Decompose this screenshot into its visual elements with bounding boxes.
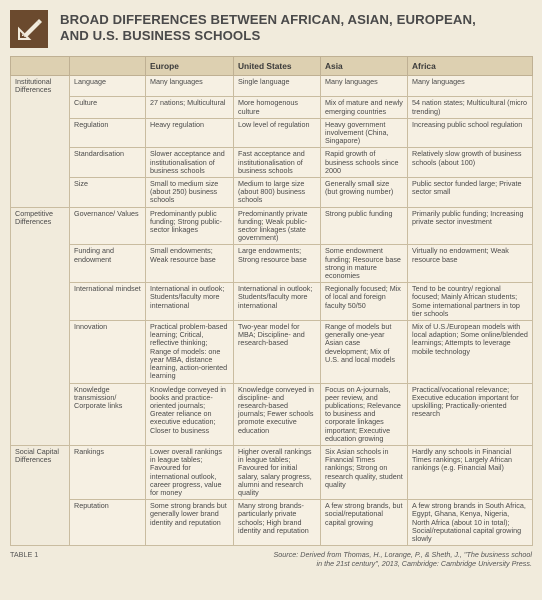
africa-cell: Virtually no endowment; Weak resource base — [408, 245, 533, 283]
group-cell — [11, 97, 70, 118]
title-line-2: AND U.S. BUSINESS SCHOOLS — [60, 28, 261, 43]
aspect-cell: Rankings — [70, 445, 146, 499]
africa-cell: A few strong brands in South Africa, Egypt, Ghana, Kenya, Nigeria, North Africa (about 10 in total); Social/reputational capital growing slowly — [408, 500, 533, 546]
united-states-cell: Fast acceptance and institutionalisation of business schools — [234, 148, 321, 178]
europe-cell: Many languages — [146, 76, 234, 97]
footer — [10, 551, 532, 568]
africa-cell: Relatively slow growth of business schools (about 100) — [408, 148, 533, 178]
africa-cell: Practical/vocational relevance; Executive education important for upskilling; Practically-oriented research — [408, 383, 533, 445]
header — [10, 6, 532, 56]
asia-cell: Mix of mature and newly emerging countries — [321, 97, 408, 118]
united-states-cell: Many strong brands-particularly private schools; High brand identity and reputation — [234, 500, 321, 546]
europe-cell: Knowledge conveyed in books and practice-oriented journals; Greater reliance on executive education; Closer to business — [146, 383, 234, 445]
table-row — [11, 178, 533, 208]
title-line-1: BROAD DIFFERENCES BETWEEN AFRICAN, ASIAN, EUROPEAN, — [60, 12, 476, 27]
header-group — [11, 57, 70, 76]
united-states-cell: More homogenous culture — [234, 97, 321, 118]
africa-cell: Many languages — [408, 76, 533, 97]
africa-cell: Tend to be country/ regional focused; Mainly African students; Some international partners in top tier schools — [408, 283, 533, 321]
aspect-cell: Governance/ Values — [70, 207, 146, 245]
united-states-cell: Single language — [234, 76, 321, 97]
aspect-cell: Standardisation — [70, 148, 146, 178]
source-citation — [212, 551, 532, 568]
group-cell — [11, 245, 70, 283]
asia-cell: Six Asian schools in Financial Times rankings; Strong on research quality, student quality — [321, 445, 408, 499]
aspect-cell: Knowledge transmission/ Corporate links — [70, 383, 146, 445]
united-states-cell: Two-year model for MBA; Discipline- and research-based — [234, 321, 321, 383]
africa-cell: Increasing public school regulation — [408, 118, 533, 148]
asia-cell: Rapid growth of business schools since 2000 — [321, 148, 408, 178]
table-row — [11, 445, 533, 499]
europe-cell: 27 nations; Multicultural — [146, 97, 234, 118]
table-row — [11, 76, 533, 97]
group-cell: Social Capital Differences — [11, 445, 70, 499]
europe-cell: Slower acceptance and institutionalisation of business schools — [146, 148, 234, 178]
table-label: TABLE 1 — [10, 550, 39, 560]
source-line-1: Source: Derived from Thomas, H., Lorange, P., & Sheth, J., "The business school — [273, 550, 532, 560]
group-cell: Competitive Differences — [11, 207, 70, 245]
header-europe: Europe — [146, 57, 234, 76]
united-states-cell: International in outlook; Students/faculty more international — [234, 283, 321, 321]
africa-cell: 54 nation states; Multicultural (micro trending) — [408, 97, 533, 118]
united-states-cell: Large endowments; Strong resource base — [234, 245, 321, 283]
europe-cell: Small to medium size (about 250) business schools — [146, 178, 234, 208]
asia-cell: A few strong brands, but social/reputational capital growing — [321, 500, 408, 546]
group-cell — [11, 321, 70, 383]
page-title — [60, 12, 476, 44]
table-row — [11, 321, 533, 383]
aspect-cell: Innovation — [70, 321, 146, 383]
table-header-row — [11, 57, 533, 76]
united-states-cell: Low level of regulation — [234, 118, 321, 148]
header-aspect — [70, 57, 146, 76]
africa-cell: Mix of U.S./European models with local adaption; Some online/blended learnings; Attempts to leverage mobile technology — [408, 321, 533, 383]
asia-cell: Focus on A-journals, peer review, and publications; Relevance to business and corporate linkages important; Executive education growing — [321, 383, 408, 445]
group-cell — [11, 118, 70, 148]
aspect-cell: Reputation — [70, 500, 146, 546]
header-united-states: United States — [234, 57, 321, 76]
europe-cell: Heavy regulation — [146, 118, 234, 148]
africa-cell: Public sector funded large; Private sector small — [408, 178, 533, 208]
group-cell — [11, 148, 70, 178]
asia-cell: Heavy government involvement (China, Singapore) — [321, 118, 408, 148]
comparison-table — [10, 56, 533, 546]
asia-cell: Some endowment funding; Resource base strong in mature economies — [321, 245, 408, 283]
asia-cell: Range of models but generally one-year Asian case development; Mix of U.S. and local models — [321, 321, 408, 383]
united-states-cell: Predominantly private funding; Weak public-sector linkages (state government) — [234, 207, 321, 245]
group-cell — [11, 500, 70, 546]
europe-cell: Lower overall rankings in league tables; Favoured for international outlook, career progress, value for money — [146, 445, 234, 499]
aspect-cell: Size — [70, 178, 146, 208]
aspect-cell: Culture — [70, 97, 146, 118]
aspect-cell: Funding and endowment — [70, 245, 146, 283]
united-states-cell: Higher overall rankings in league tables; Favoured for initial salary, salary progress, alumni and research quality — [234, 445, 321, 499]
aspect-cell: International mindset — [70, 283, 146, 321]
table-row — [11, 500, 533, 546]
europe-cell: Practical problem-based learning; Critical, reflective thinking; Range of models: one year MBA, distance learning, action-oriented learning — [146, 321, 234, 383]
aspect-cell: Language — [70, 76, 146, 97]
europe-cell: International in outlook; Students/faculty more international — [146, 283, 234, 321]
united-states-cell: Knowledge conveyed in discipline- and research-based journals; Fewer schools promote executive education — [234, 383, 321, 445]
group-cell — [11, 283, 70, 321]
united-states-cell: Medium to large size (about 800) business schools — [234, 178, 321, 208]
aspect-cell: Regulation — [70, 118, 146, 148]
table-body — [11, 76, 533, 546]
table-row — [11, 207, 533, 245]
asia-cell: Strong public funding — [321, 207, 408, 245]
table-row — [11, 97, 533, 118]
africa-cell: Primarily public funding; Increasing private sector investment — [408, 207, 533, 245]
table-row — [11, 118, 533, 148]
table-row — [11, 245, 533, 283]
asia-cell: Generally small size (but growing number) — [321, 178, 408, 208]
table-row — [11, 148, 533, 178]
pencil-ruler-icon — [10, 10, 48, 48]
header-asia: Asia — [321, 57, 408, 76]
europe-cell: Some strong brands but generally lower brand identity and reputation — [146, 500, 234, 546]
europe-cell: Predominantly public funding; Strong public-sector linkages — [146, 207, 234, 245]
group-cell: Institutional Differences — [11, 76, 70, 97]
table-row — [11, 283, 533, 321]
africa-cell: Hardly any schools in Financial Times rankings; Largely African rankings (e.g. Financial Mail) — [408, 445, 533, 499]
asia-cell: Many languages — [321, 76, 408, 97]
source-line-2: in the 21st century", 2013, Cambridge: Cambridge University Press. — [316, 558, 532, 568]
asia-cell: Regionally focused; Mix of local and foreign faculty 50/50 — [321, 283, 408, 321]
table-row — [11, 383, 533, 445]
group-cell — [11, 383, 70, 445]
group-cell — [11, 178, 70, 208]
header-africa: Africa — [408, 57, 533, 76]
europe-cell: Small endowments; Weak resource base — [146, 245, 234, 283]
